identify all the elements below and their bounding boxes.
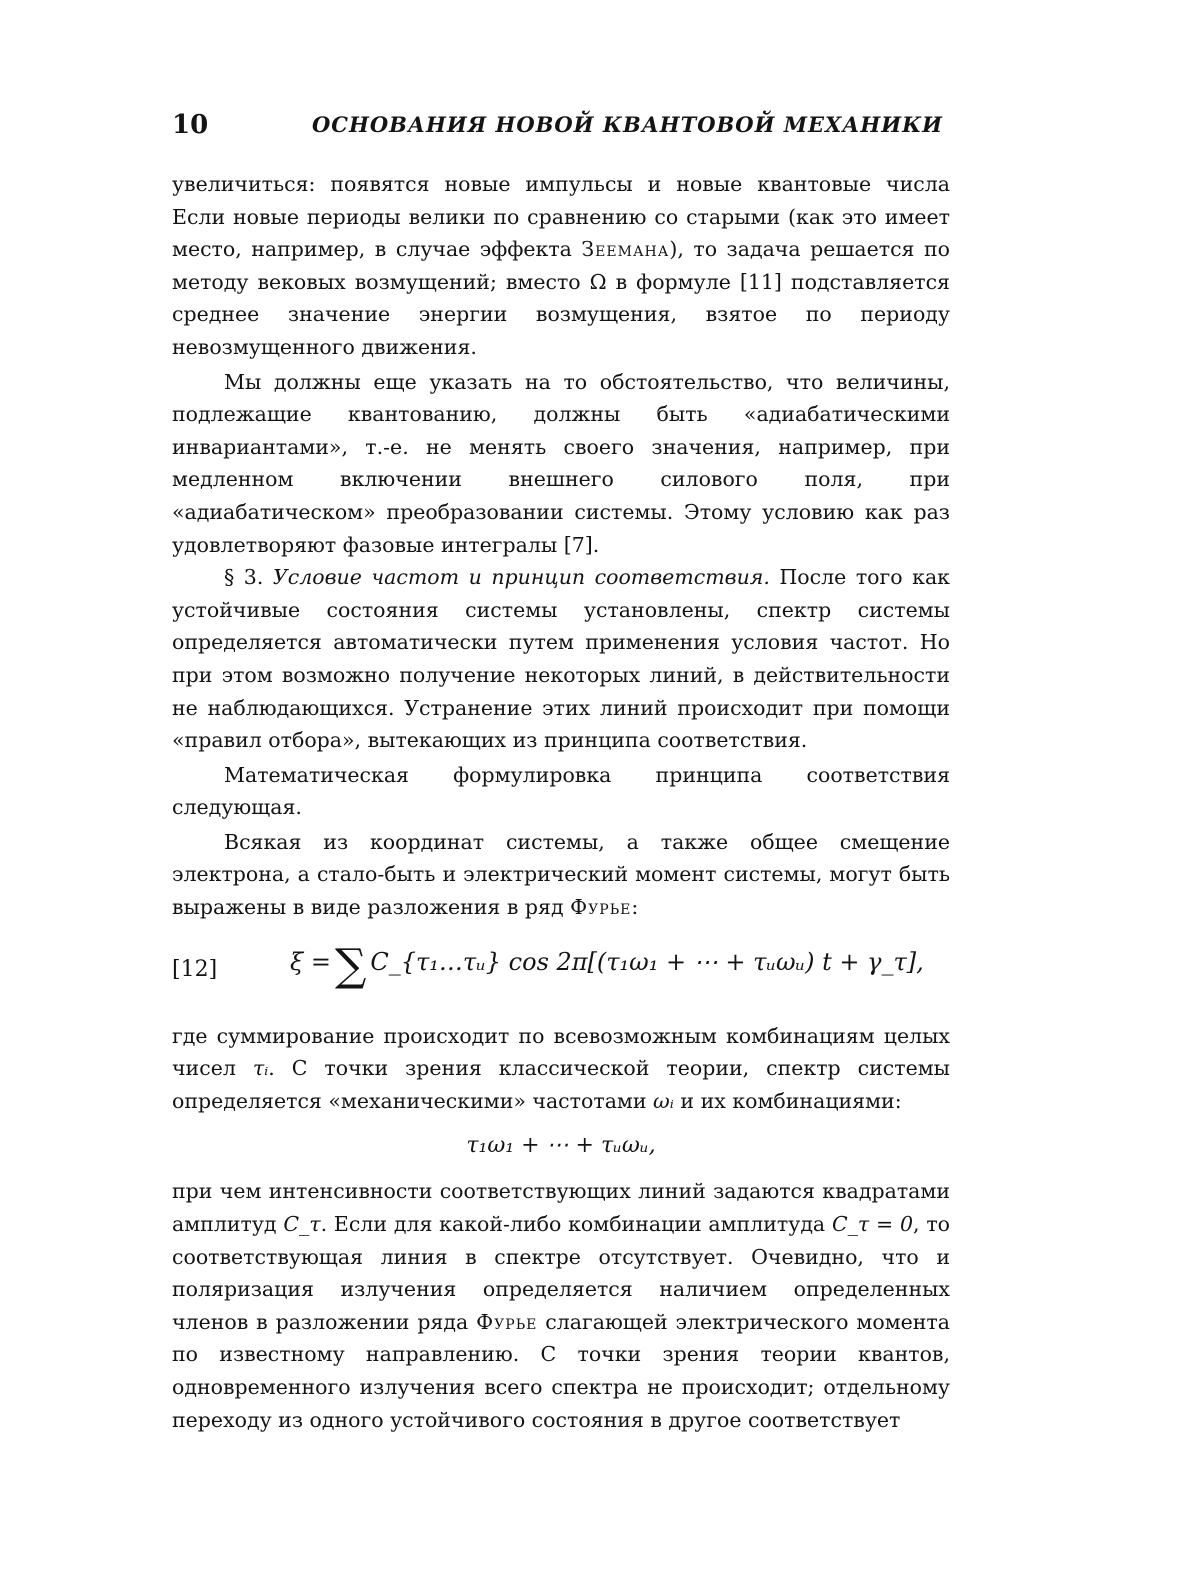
symbol-c-tau-zero: C_τ = 0: [831, 1212, 914, 1237]
symbol-tau-i: τᵢ: [252, 1056, 269, 1081]
name-fourier-2: Фурье: [476, 1309, 538, 1334]
paragraph-6: [172, 1020, 950, 1118]
paragraph-7-text-a: при чем интенсивности соответствующих линий задаются квадратами амплитуд: [172, 1179, 950, 1237]
page-header: [172, 110, 950, 142]
paragraph-4: Математическая формулировка принципа соответствия следующая.: [172, 762, 950, 820]
paragraph-5-text-b: :: [631, 895, 639, 920]
symbol-omega-i: ωᵢ: [653, 1088, 674, 1113]
paragraph-6-text-c: и их комбинациями:: [673, 1088, 902, 1113]
paragraph-1-text-b: ), то задача решается по методу вековых возмущений; вместо Ω в формуле [11] подставляется среднее значение энергии возмущения, взятое по периоду невозмущенного движения.: [172, 237, 950, 359]
paragraph-3-text: После того как устойчивые состояния системы установлены, спектр системы определяется автоматически путем применения условия частот. Но при этом возможно получение некоторых линий, в действительности не наблюдающихся. Устранение этих линий происходит при помощи «правил отбора», вытекающих из принципа соответствия.: [172, 565, 950, 753]
paragraph-7-text-d: слагающей электрического момента по известному направлению. С точки зрения теории квантов, одновременного излучения всего спектра не происходит; отдельному переходу из одного устойчивого состояния в другое соответствует: [172, 1309, 950, 1432]
paragraph-7-text-b: . Если для какой-либо комбинации амплитуда: [320, 1212, 832, 1237]
page-body: [172, 168, 950, 1436]
paragraph-2: Мы должны еще указать на то обстоятельство, что величины, подлежащие квантованию, должны быть «адиабатическими инвариантами», т.-е. не менять своего значения, например, при медленном включении внешнего силового поля, при «адиабатическом» преобразовании системы. Этому условию как раз удовлетворяют фазовые интегралы [7].: [172, 369, 950, 557]
paragraph-5-text-a: Всякая из координат системы, а также общее смещение электрона, а стало-быть и электрический момент системы, могут быть выражены в виде разложения в ряд: [172, 829, 950, 920]
paragraph-7-text-c: , то соответствующая линия в спектре отсутствует. Очевидно, что и поляризация излучения определяется наличием определенных членов в разложении ряда: [172, 1212, 950, 1334]
section-number: § 3.: [224, 565, 264, 590]
section-title: Условие частот и принцип соответствия.: [272, 565, 770, 590]
summation-sign: ∑: [334, 939, 367, 991]
paragraph-6-text-b: . С точки зрения классической теории, спектр системы определяется «механическими» частотами: [172, 1056, 950, 1113]
paragraph-1-text-a: увеличиться: появятся новые импульсы и новые квантовые числа Если новые периоды велики по сравнению со старыми (как это имеет место, например, в случае эффекта: [172, 172, 950, 262]
name-zeeman: Зеемана: [581, 237, 670, 262]
symbol-c-tau: C_τ: [283, 1212, 321, 1237]
paragraph-7: [172, 1175, 950, 1436]
equation-12-formula: [290, 939, 924, 991]
name-fourier: Фурье: [570, 895, 632, 920]
paragraph-1: [172, 168, 950, 364]
paragraph-6-text-a: где суммирование происходит по всевозможным комбинациям целых чисел: [172, 1023, 950, 1081]
running-head: ОСНОВАНИЯ НОВОЙ КВАНТОВОЙ МЕХАНИКИ: [312, 112, 944, 137]
equation-12: [172, 924, 950, 1020]
equation-number: [12]: [172, 956, 218, 982]
page-number: 10: [172, 110, 209, 140]
paragraph-3: [172, 561, 950, 757]
paragraph-5: [172, 826, 950, 924]
combination-formula: τ₁ω₁ + ⋯ + τᵤωᵤ,: [466, 1133, 656, 1159]
equation-lhs: ξ =: [290, 947, 331, 976]
equation-rhs: C_{τ₁…τᵤ} cos 2π[(τ₁ω₁ + ⋯ + τᵤωᵤ) t + γ_τ],: [370, 947, 924, 976]
